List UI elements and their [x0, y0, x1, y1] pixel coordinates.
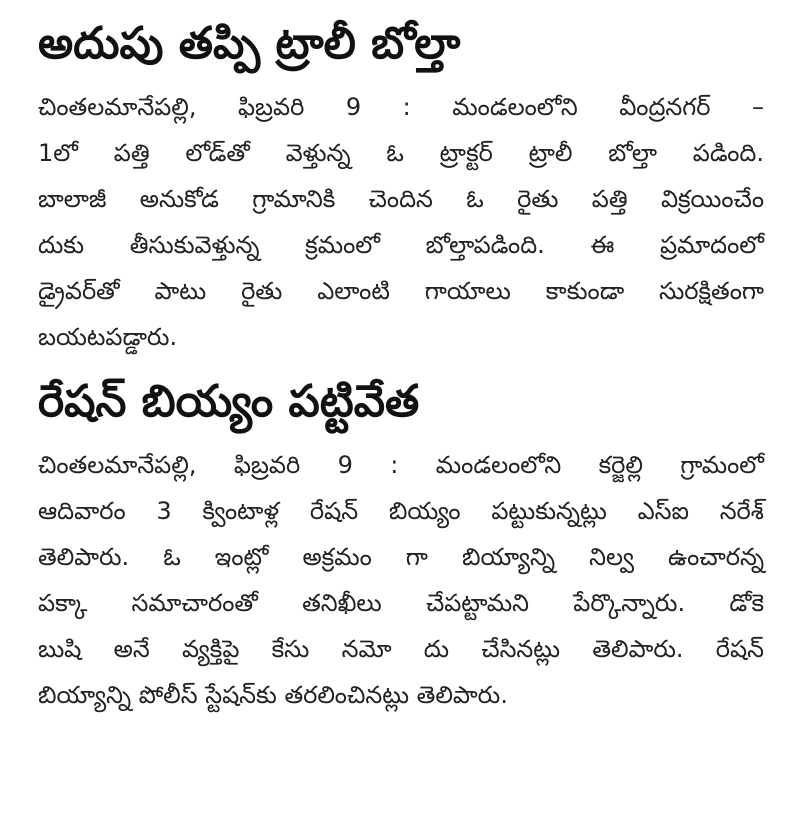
story-body-line: బుషి అనే వ్యక్తిపై కేసు నమో దు చేసినట్లు తెలిపారు. రేషన్	[38, 635, 764, 663]
story-body	[38, 442, 764, 718]
story-body-line: చింతలమానేపల్లి, ఫిబ్రవరి 9 : మండలంలోని కర్జెల్లి గ్రామంలో	[38, 451, 764, 479]
story-body-line: డ్రైవర్‌తో పాటు రైతు ఎలాంటి గాయాలు కాకుండా సురక్షితంగా	[38, 277, 764, 305]
story-body-line: చింతలమానేపల్లి, ఫిబ్రవరి 9 : మండలంలోని వీంద్రనగర్ –	[38, 93, 764, 121]
news-story-ration-rice-seized	[38, 362, 764, 718]
story-headline: రేషన్ బియ్యం పట్టివేత	[38, 376, 420, 427]
story-body-line: పక్కా సమాచారంతో తనిఖీలు చేపట్టామని పేర్కొన్నారు. డోకె	[38, 589, 764, 617]
story-body-line: ఆదివారం 3 క్వింటాళ్ల రేషన్ బియ్యం పట్టుకున్నట్లు ఎస్ఐ నరేశ్	[38, 497, 764, 525]
story-headline: అదుపు తప్పి ట్రాలీ బోల్తా	[38, 18, 461, 69]
story-body-line: 1లో పత్తి లోడ్‌తో వెళ్తున్న ఓ ట్రాక్టర్ ట్రాలీ బోల్తా పడింది.	[38, 139, 764, 167]
story-body-line: బయటపడ్డారు.	[38, 323, 178, 351]
story-body-line: తెలిపారు. ఓ ఇంట్లో అక్రమం గా బియ్యాన్ని నిల్వ ఉంచారన్న	[38, 543, 764, 571]
story-body-line: బాలాజీ అనుకోడ గ్రామానికి చెందిన ఓ రైతు పత్తి విక్రయించేం	[38, 185, 764, 213]
story-body-line: బియ్యాన్ని పోలీస్ స్టేషన్‌కు తరలించినట్లు తెలిపారు.	[38, 681, 508, 709]
story-body-line: దుకు తీసుకువెళ్తున్న క్రమంలో బోల్తాపడింది. ఈ ప్రమాదంలో	[38, 231, 764, 259]
story-body	[38, 84, 764, 360]
news-story-trolley-overturn	[38, 4, 764, 360]
